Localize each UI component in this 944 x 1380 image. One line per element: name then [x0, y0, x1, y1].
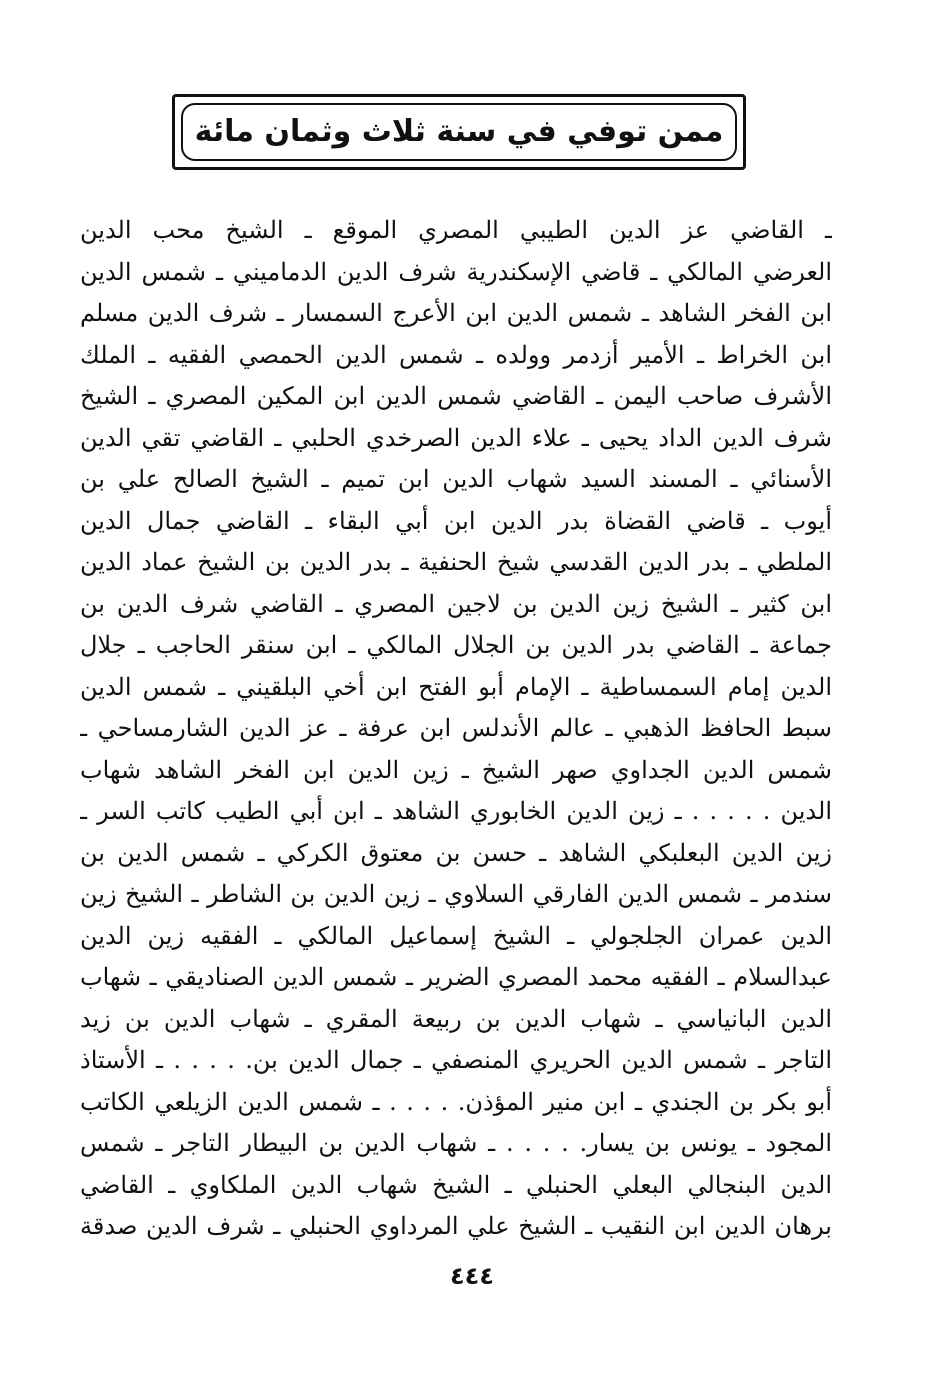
text-line: ـ القاضي عز الدين الطيبي المصري الموقع ـ الشيخ محب الدين	[80, 216, 832, 244]
text-line: الدين البانياسي ـ شهاب الدين بن ربيعة المقري ـ شهاب الدين بن زيد	[80, 1004, 832, 1033]
text-line: عبدالسلام ـ الفقيه محمد المصري الضرير ـ شمس الدين الصناديقي ـ شهاب	[80, 963, 832, 991]
text-line: زين الدين البعلبكي الشاهد ـ حسن بن معتوق الكركي ـ شمس الدين بن	[80, 838, 832, 867]
text-line: جماعة ـ القاضي بدر الدين بن الجلال المالكي ـ ابن سنقر الحاجب ـ جلال	[80, 631, 832, 659]
text-line: الملطي ـ بدر الدين القدسي شيخ الحنفية ـ بدر الدين بن الشيخ عماد الدين	[80, 548, 832, 576]
title-frame-inner	[181, 103, 737, 161]
text-line: أيوب ـ قاضي القضاة بدر الدين ابن أبي البقاء ـ القاضي جمال الدين	[80, 506, 832, 535]
text-line: المجود ـ يونس بن يسار. . . . . ـ شهاب الدين بن البيطار التاجر ـ شمس	[80, 1129, 832, 1157]
text-line: سبط الحافظ الذهبي ـ عالم الأندلس ابن عرفة ـ عز الدين الشارمساحي ـ	[80, 714, 832, 742]
section-title: ممن توفي في سنة ثلاث وثمان مائة	[194, 114, 724, 149]
text-line: سندمر ـ شمس الدين الفارقي السلاوي ـ زين الدين بن الشاطر ـ الشيخ زين	[80, 880, 832, 908]
page-number: ٤٤٤	[450, 1262, 494, 1290]
text-line: شرف الدين الداد يحيى ـ علاء الدين الصرخدي الحلبي ـ القاضي تقي الدين	[80, 423, 832, 452]
body-text	[80, 210, 832, 1248]
text-line: الدين . . . . . ـ زين الدين الخابوري الشاهد ـ ابن أبي الطيب كاتب السر ـ	[80, 797, 832, 825]
text-line: شمس الدين الجداوي صهر الشيخ ـ زين الدين ابن الفخر الشاهد شهاب	[80, 755, 832, 784]
text-line: ابن الخراط ـ الأمير أزدمر وولده ـ شمس الدين الحمصي الفقيه ـ الملك	[80, 340, 832, 369]
text-line: الدين إمام السمساطية ـ الإمام أبو الفتح ابن أخي البلقيني ـ شمس الدين	[80, 672, 832, 701]
title-frame	[172, 94, 746, 170]
text-line: الأشرف صاحب اليمن ـ القاضي شمس الدين ابن المكين المصري ـ الشيخ	[80, 382, 832, 410]
text-line: ابن الفخر الشاهد ـ شمس الدين ابن الأعرج السمسار ـ شرف الدين مسلم	[80, 299, 832, 327]
text-line: الدين عمران الجلجولي ـ الشيخ إسماعيل المالكي ـ الفقيه زين الدين	[80, 921, 832, 950]
text-line: أبو بكر بن الجندي ـ ابن منير المؤذن. . . . . ـ شمس الدين الزيلعي الكاتب	[80, 1087, 832, 1116]
text-line: الأسنائي ـ المسند السيد شهاب الدين ابن تميم ـ الشيخ الصالح علي بن	[80, 465, 832, 493]
text-line: برهان الدين ابن النقيب ـ الشيخ علي المرداوي الحنبلي ـ شرف الدين صدقة	[80, 1212, 832, 1240]
text-line: التاجر ـ شمس الدين الحريري المنصفي ـ جمال الدين بن. . . . . ـ الأستاذ	[80, 1046, 832, 1074]
text-line: العرضي المالكي ـ قاضي الإسكندرية شرف الدين الدماميني ـ شمس الدين	[80, 257, 832, 286]
text-line: الدين البنجالي البعلي الحنبلي ـ الشيخ شهاب الدين الملكاوي ـ القاضي	[80, 1170, 832, 1199]
text-line: ابن كثير ـ الشيخ زين الدين بن لاجين المصري ـ القاضي شرف الدين بن	[80, 589, 832, 618]
